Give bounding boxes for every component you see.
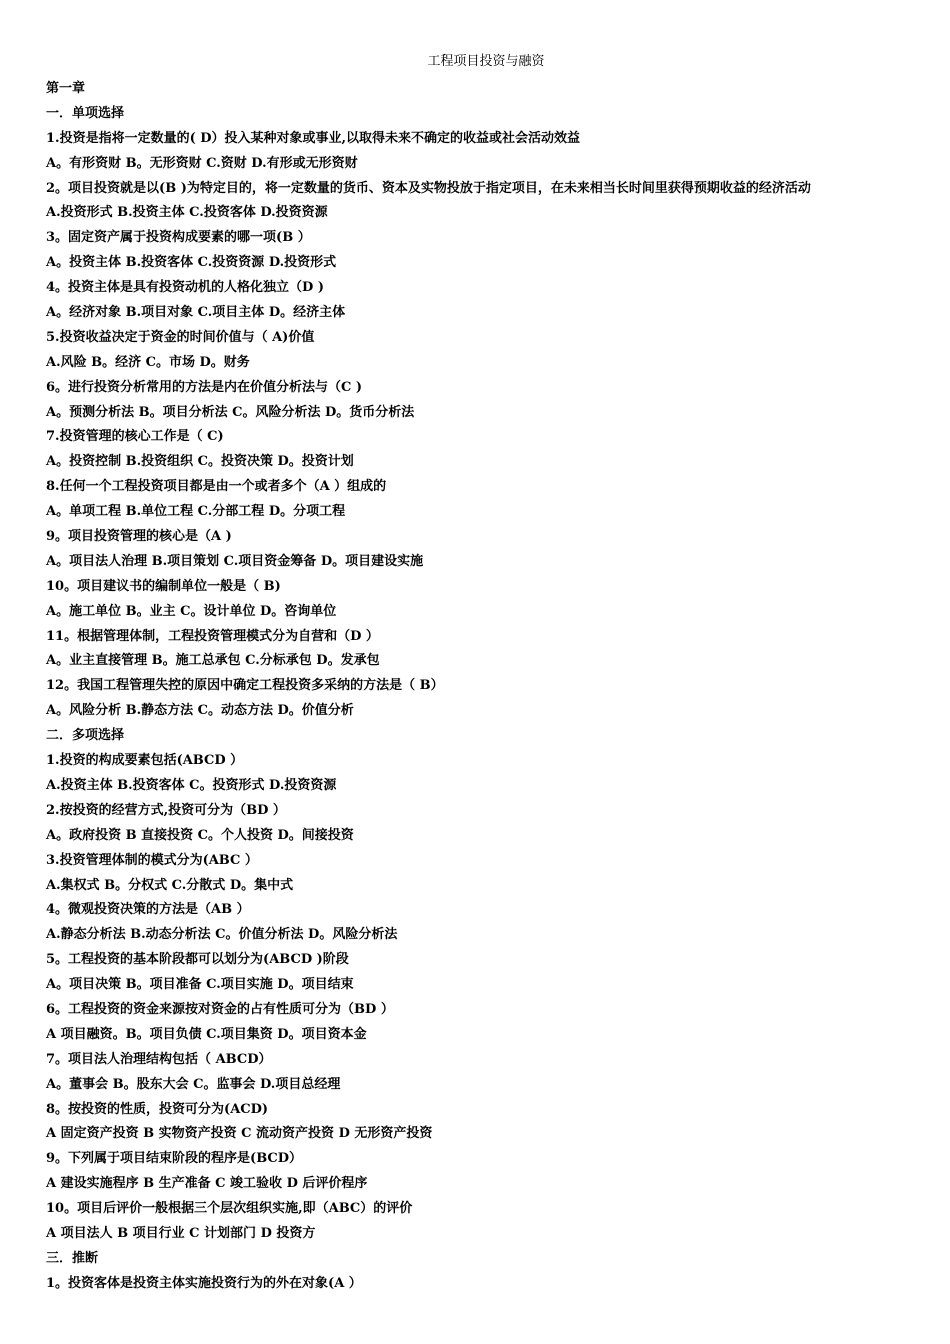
document-line: 10。项目建议书的编制单位一般是（ B)	[46, 578, 281, 594]
document-line: A。风险分析 B.静态方法 C。动态方法 D。价值分析	[46, 703, 354, 719]
document-title: 工程项目投资与融资	[427, 54, 545, 69]
document-line: 4。投资主体是具有投资动机的人格化独立（D )	[46, 280, 324, 296]
document-line: A.集权式 B。分权式 C.分散式 D。集中式	[46, 877, 294, 893]
document-line: A。项目决策 B。项目准备 C.项目实施 D。项目结束	[46, 977, 354, 993]
document-line: A 项目融资。B。项目负债 C.项目集资 D。项目资本金	[46, 1026, 367, 1042]
document-line: 4。微观投资决策的方法是（AB ）	[46, 902, 250, 918]
document-line: A。预测分析法 B。项目分析法 C。风险分析法 D。货币分析法	[46, 404, 415, 420]
document-line: A 固定资产投资 B 实物资产投资 C 流动资产投资 D 无形资产投资	[46, 1126, 433, 1142]
document-line: 1.投资是指将一定数量的( D）投入某种对象或事业,以取得未来不确定的收益或社会活动效益	[46, 130, 581, 146]
document-line: 8.任何一个工程投资项目都是由一个或者多个（A ）组成的	[46, 479, 387, 495]
document-line: A.静态分析法 B.动态分析法 C。价值分析法 D。风险分析法	[46, 927, 398, 943]
document-line: 2。项目投资就是以(B )为特定目的，将一定数量的货币、资本及实物投放于指定项目，在未来相当长时间里获得预期收益的经济活动	[46, 180, 811, 196]
document-line: A。施工单位 B。业主 C。设计单位 D。咨询单位	[46, 603, 337, 619]
document-line: A。经济对象 B.项目对象 C.项目主体 D。经济主体	[46, 305, 346, 321]
document-line: A。项目法人治理 B.项目策划 C.项目资金筹备 D。项目建设实施	[46, 553, 424, 569]
document-line: A。有形资财 B。无形资财 C.资财 D.有形或无形资财	[46, 155, 358, 171]
document-line: A.风险 B。经济 C。市场 D。财务	[46, 354, 250, 370]
document-line: A。业主直接管理 B。施工总承包 C.分标承包 D。发承包	[46, 653, 380, 669]
document-line: 6。工程投资的资金来源按对资金的占有性质可分为（BD ）	[46, 1001, 394, 1017]
document-line: 7。项目法人治理结构包括（ ABCD）	[46, 1051, 272, 1067]
document-line: A 建设实施程序 B 生产准备 C 竣工验收 D 后评价程序	[46, 1176, 368, 1192]
document-line: 8。按投资的性质，投资可分为(ACD)	[46, 1101, 269, 1117]
document-line: 5.投资收益决定于资金的时间价值与（ A)价值	[46, 329, 315, 345]
document-line: A。董事会 B。股东大会 C。监事会 D.项目总经理	[46, 1076, 341, 1092]
document-line: A。单项工程 B.单位工程 C.分部工程 D。分项工程	[46, 504, 346, 520]
document-line: 二．多项选择	[46, 728, 125, 744]
document-line: 三．推断	[46, 1250, 99, 1266]
document-line: 2.按投资的经营方式,投资可分为（BD ）	[46, 802, 286, 818]
document-line: 9。项目投资管理的核心是（A )	[46, 529, 232, 545]
document-line: 一．单项选择	[46, 105, 125, 121]
document-line: A。政府投资 B 直接投资 C。个人投资 D。间接投资	[46, 827, 354, 843]
document-line: 1。投资客体是投资主体实施投资行为的外在对象(A ）	[46, 1275, 362, 1291]
document-line: 第一章	[46, 81, 86, 96]
document-line: A 项目法人 B 项目行业 C 计划部门 D 投资方	[46, 1225, 316, 1241]
document-line: 5。工程投资的基本阶段都可以划分为(ABCD )阶段	[46, 952, 349, 968]
document-line: 7.投资管理的核心工作是（ C)	[46, 429, 224, 445]
document-line: 3。固定资产属于投资构成要素的哪一项(B ）	[46, 230, 311, 246]
document-line: 9。下列属于项目结束阶段的程序是(BCD）	[46, 1151, 303, 1167]
document-line: A。投资主体 B.投资客体 C.投资资源 D.投资形式	[46, 255, 337, 271]
document-line: 3.投资管理体制的模式分为(ABC ）	[46, 852, 258, 868]
document-line: 11。根据管理体制，工程投资管理模式分为自营和（D ）	[46, 628, 379, 644]
document-line: A.投资主体 B.投资客体 C。投资形式 D.投资资源	[46, 777, 337, 793]
document-line: 10。项目后评价一般根据三个层次组织实施,即（ABC）的评价	[46, 1201, 413, 1217]
document-body	[46, 77, 926, 1297]
document-line: 12。我国工程管理失控的原因中确定工程投资多采纳的方法是（ B）	[46, 678, 444, 694]
document-line: 6。进行投资分析常用的方法是内在价值分析法与（C )	[46, 379, 363, 395]
document-line: 1.投资的构成要素包括(ABCD ）	[46, 753, 244, 769]
document-line: A.投资形式 B.投资主体 C.投资客体 D.投资资源	[46, 205, 328, 221]
document-line: A。投资控制 B.投资组织 C。投资决策 D。投资计划	[46, 454, 354, 470]
